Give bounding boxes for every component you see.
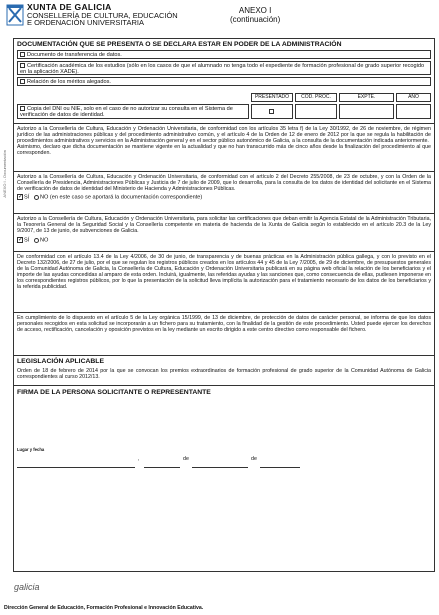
page-header <box>6 4 434 34</box>
de-1: de <box>183 456 189 462</box>
ano-field[interactable] <box>396 104 431 119</box>
legislation-section <box>14 356 434 386</box>
legislation-text: Orden de 18 de febrero de 2014 por la que se convocan los premios extraordinarios de formación profesional de grado superior de la Comunidad Autónoma de Galicia correspondientes al curso 2012/13. <box>17 368 431 381</box>
auth3-si-check[interactable]: ✓ <box>18 237 24 244</box>
doc-item-1: Documento de transferencia de datos. <box>17 50 431 59</box>
auth2-options: ✓SÍ NO (en este caso se aportará la documentación correspondiente) <box>18 194 203 201</box>
auth3-options: ✓SÍ NO <box>18 237 49 244</box>
col-presentado: PRESENTADO <box>251 93 293 102</box>
form-body <box>13 38 435 572</box>
auth1b-text: Asimismo, declaro que dicha documentación se mantiene vigente en la actualidad y que no han transcurrido más de cinco años desde la finalización del procedimiento al que corresponden. <box>17 144 431 157</box>
xunta-logo-icon <box>6 4 24 26</box>
day-field[interactable] <box>144 461 180 468</box>
footer-text: Dirección General de Educación, Formación Profesional e Innovación Educativa. <box>4 605 204 611</box>
col-ano: AÑO <box>396 93 431 102</box>
place-field[interactable] <box>17 461 135 468</box>
doc1-checkbox[interactable] <box>20 52 25 57</box>
galicia-logo: galicia <box>14 582 40 592</box>
doc-item-2: Certificación académica de los estudios (sólo en los casos de que el alumnado no tenga todo el expediente de formación profesional de grado superior recogido en la aplicación XADE). <box>17 61 431 75</box>
presentado-field[interactable] <box>251 104 293 119</box>
org-name: XUNTA DE GALICIA CONSELLERÍA DE CULTURA, EDUCACIÓN E ORDENACIÓN UNIVERSITARIA <box>27 2 178 27</box>
auth3-text: Autorizo a la Consellería de Cultura, Educación y Ordenación Universitaria, para solicitar las certificaciones que deban emitir la Agencia Estatal de la Administración Tributaria, la Tesorería General de la Seguridad Social y la Consellería competente en materia de hacienda de la Xunta de Galicia según lo establecido en el artículo 20.3 de la Ley 9/2007, de 13 de junio, de subvenciones de Galicia. <box>17 216 431 235</box>
doc3-checkbox[interactable] <box>20 79 25 84</box>
auth3-section <box>14 214 434 252</box>
date-sep-1: , <box>138 456 140 462</box>
doc-item-4: Copia del DNI ou NIE, solo en el caso de no autorizar su consulta en el Sistema de verificación de datos de identidad. <box>17 104 249 119</box>
docs-title: DOCUMENTACIÓN QUE SE PRESENTA O SE DECLARA ESTAR EN PODER DE LA ADMINISTRACIÓN <box>17 41 342 48</box>
doc2-checkbox[interactable] <box>20 63 25 68</box>
docs-section <box>14 39 434 124</box>
auth1-section <box>14 124 434 172</box>
signature-title: FIRMA DE LA PERSONA SOLICITANTE O REPRESENTANTE <box>17 389 211 396</box>
col-expte: EXPTE. <box>339 93 394 102</box>
place-date-label: Lugar y fecha <box>17 447 45 452</box>
auth2-si-check[interactable]: ✓ <box>18 194 24 201</box>
year-field[interactable] <box>260 461 300 468</box>
lopd-section <box>14 313 434 356</box>
legislation-title: LEGISLACIÓN APLICABLE <box>17 358 104 365</box>
col-cod-proc: CÓD. PROC. <box>295 93 337 102</box>
auth2-section <box>14 172 434 214</box>
doc4-checkbox[interactable] <box>20 106 25 111</box>
month-field[interactable] <box>192 461 248 468</box>
side-margin-text: ANEXO I - Documentación <box>2 150 7 198</box>
transparency-text: De conformidad con el artículo 13.4 de la Ley 4/2006, de 30 de junio, de transparencia y de buenas prácticas en la Administración pública gallega, y con lo previsto en el Decreto 132/2006, de 27 de julio, por el que se regulan los registros públicos creados en los artículos 44 y 45 de la Ley 7/2005, de 29 de diciembre, de presupuestos generales de la Comunidad Autónoma de Galicia, la Consellería de Cultura, Educación y Ordenación Universitaria publicará en su página web oficial la relación de los beneficiarios y el importe de las ayudas concedidas al amparo de esta orden. Incluirá, igualmente, las referidas ayudas y las sanciones que, como consecuencia de ellas, pudiesen imponerse en los correspondientes registros públicos, por lo que la presentación de la solicitud lleva implícita la autorización para el tratamiento necesario de los datos de los beneficiarios y la referida publicidad. <box>17 254 431 291</box>
cod-proc-field[interactable] <box>295 104 337 119</box>
auth2-no-radio[interactable] <box>34 195 39 200</box>
auth3-no-radio[interactable] <box>34 238 39 243</box>
signature-section <box>14 386 434 571</box>
expte-field[interactable] <box>339 104 394 119</box>
auth1-text: Autorizo a la Consellería de Cultura, Educación y Ordenación Universitaria, de conformidad con los artículos 35 letra f) de la Ley 30/1992, de 26 de noviembre, de régimen jurídico de las administraciones públicas y del procedimiento administrativo común, y el artículo 4 de la Orden de 12 de enero de 2012 por la que se regula la habilitación de procedimientos administrativos y servicios en la Administración general y en el sector público autonómico de Galicia, a la consulta de la documentación indicada anteriormente. <box>17 126 431 145</box>
lopd-text: En cumplimiento de lo dispuesto en el artículo 5 de la Ley orgánica 15/1999, de 13 de diciembre, de protección de datos de carácter personal, se informa de que los datos personales recogidos en esta solicitud se incorporarán a un fichero para su tratamiento, con la finalidad de la gestión de este procedimiento. Usted puede ejercer los derechos de acceso, rectificación, cancelación y oposición previstos en la ley mediante un escrito dirigido a este centro directivo como responsable del fichero. <box>17 315 431 334</box>
auth2-text: Autorizo a la Consellería de Cultura, Educación y Ordenación Universitaria, de conformidad con el artículo 2 del Decreto 255/2008, de 23 de octubre, y con la Orden de la Consellería de Presidencia, Administraciones Públicas y Justicia de 7 de julio de 2009, que lo desarrolla, para la consulta de los datos de identidad del solicitante en el Sistema de verificación de datos de identidad del Ministerio de Hacienda y Administraciones Públicas. <box>17 174 431 193</box>
annex-title: ANEXO I (continuación) <box>230 6 281 24</box>
doc-item-3: Relación de los méritos alegados. <box>17 77 431 86</box>
transparency-section <box>14 252 434 313</box>
de-2: de <box>251 456 257 462</box>
